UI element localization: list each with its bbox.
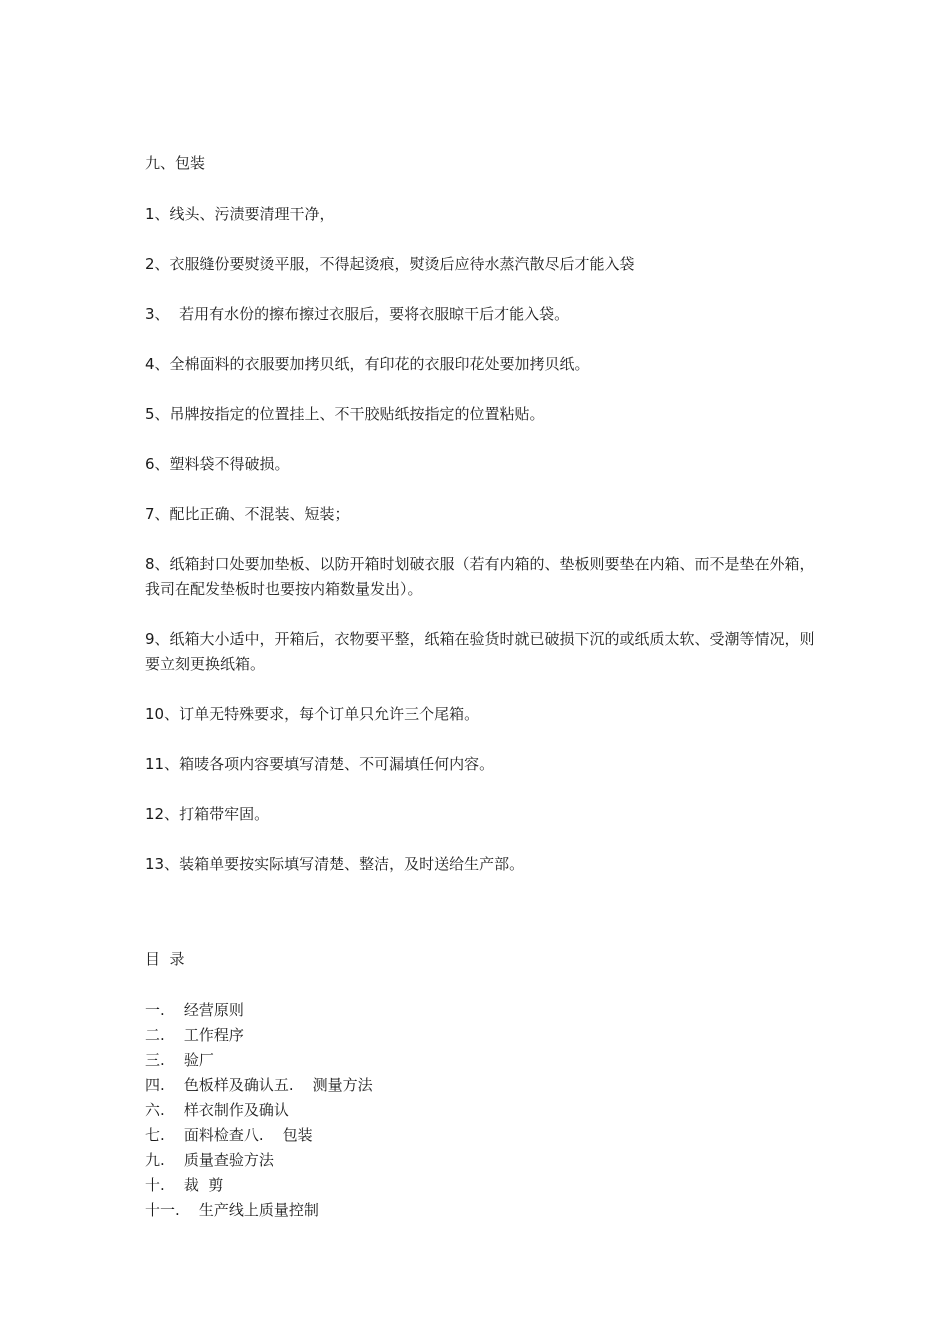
toc-entry: 三. 验厂 [145,1051,214,1069]
packing-item: 5、吊牌按指定的位置挂上、不干胶贴纸按指定的位置粘贴。 [145,405,545,423]
toc-entry: 四. 色板样及确认五. 测量方法 [145,1076,373,1094]
toc-entry: 十. 裁 剪 [145,1176,224,1194]
packing-item: 9、纸箱大小适中，开箱后，衣物要平整，纸箱在验货时就已破损下沉的或纸质太软、受潮等情况，则要立刻更换纸箱。 [145,630,815,673]
packing-item: 8、纸箱封口处要加垫板、以防开箱时划破衣服（若有内箱的、垫板则要垫在内箱、而不是垫在外箱，我司在配发垫板时也要按内箱数量发出）。 [145,555,815,598]
packing-item: 6、塑料袋不得破损。 [145,455,290,473]
packing-item: 7、配比正确、不混装、短装； [145,505,350,523]
packing-item: 4、全棉面料的衣服要加拷贝纸，有印花的衣服印花处要加拷贝纸。 [145,355,590,373]
packing-item: 3、 若用有水份的擦布擦过衣服后，要将衣服晾干后才能入袋。 [145,305,570,323]
packing-item: 11、箱唛各项内容要填写清楚、不可漏填任何内容。 [145,755,495,773]
toc-entry: 一. 经营原则 [145,1001,244,1019]
table-of-contents [145,948,815,1223]
packing-section [145,152,815,902]
toc-entry: 六. 样衣制作及确认 [145,1101,289,1119]
packing-item: 2、衣服缝份要熨烫平服，不得起烫痕，熨烫后应待水蒸汽散尽后才能入袋 [145,255,635,273]
toc-entry: 七. 面料检查八. 包装 [145,1126,313,1144]
toc-entry: 九. 质量查验方法 [145,1151,274,1169]
packing-item: 1、线头、污渍要清理干净， [145,205,335,223]
toc-title: 目 录 [145,950,185,968]
toc-entry: 十一. 生产线上质量控制 [145,1201,319,1219]
packing-item: 12、打箱带牢固。 [145,805,270,823]
packing-item: 13、装箱单要按实际填写清楚、整洁，及时送给生产部。 [145,855,525,873]
section-title: 九、包装 [145,154,206,172]
toc-entry: 二. 工作程序 [145,1026,244,1044]
packing-item: 10、订单无特殊要求，每个订单只允许三个尾箱。 [145,705,480,723]
